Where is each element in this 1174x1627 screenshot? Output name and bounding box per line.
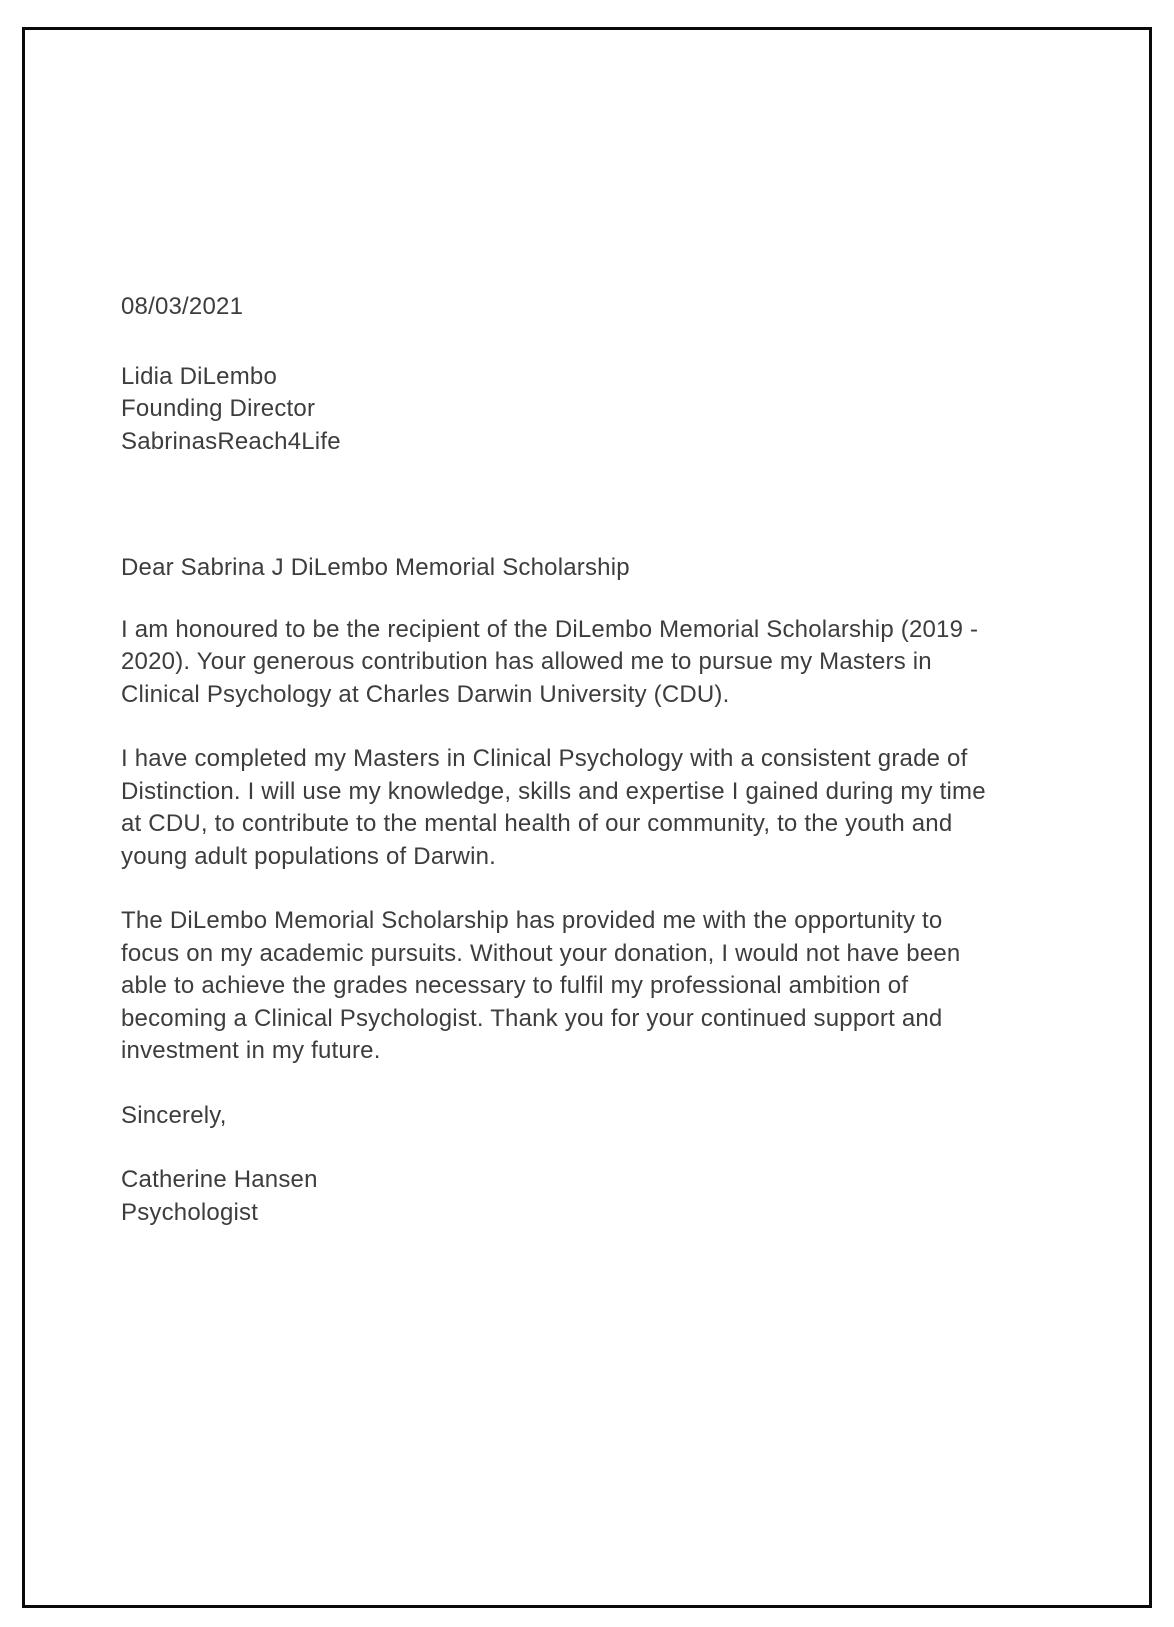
- text-line: I am honoured to be the recipient of the DiLembo Memorial Scholarship (2019 -: [121, 615, 979, 643]
- letter-content: [25, 30, 1149, 1229]
- text-line: The DiLembo Memorial Scholarship has provided me with the opportunity to: [121, 907, 943, 934]
- recipient-organization: SabrinasReach4Life: [121, 427, 341, 455]
- closing: Sincerely,: [121, 1101, 227, 1129]
- text-line: 2020). Your generous contribution has allowed me to pursue my Masters in: [121, 648, 932, 675]
- text-line: I have completed my Masters in Clinical Psychology with a consistent grade of: [121, 745, 968, 772]
- body-paragraph-3: [121, 905, 1051, 1068]
- body-paragraph-2: [121, 743, 1051, 873]
- text-line: becoming a Clinical Psychologist. Thank you for your continued support and: [121, 1004, 943, 1032]
- recipient-name: Lidia DiLembo: [121, 362, 278, 390]
- recipient-title: Founding Director: [121, 395, 316, 422]
- text-line: Distinction. I will use my knowledge, skills and expertise I gained during my time: [121, 777, 986, 805]
- letter-page: [22, 27, 1152, 1608]
- body-paragraph-1: [121, 614, 1051, 712]
- recipient-block: [121, 361, 1079, 459]
- text-line: focus on my academic pursuits. Without your donation, I would not have been: [121, 939, 961, 967]
- signature-block: [121, 1164, 1079, 1229]
- text-line: at CDU, to contribute to the mental health of our community, to the youth and: [121, 810, 953, 837]
- signature-name: Catherine Hansen: [121, 1166, 318, 1193]
- letter-date: 08/03/2021: [121, 293, 244, 320]
- text-line: investment in my future.: [121, 1037, 381, 1064]
- text-line: Clinical Psychology at Charles Darwin University (CDU).: [121, 680, 730, 708]
- salutation: Dear Sabrina J DiLembo Memorial Scholarship: [121, 554, 630, 581]
- text-line: able to achieve the grades necessary to fulfil my professional ambition of: [121, 972, 909, 999]
- text-line: young adult populations of Darwin.: [121, 842, 497, 870]
- signature-title: Psychologist: [121, 1198, 259, 1226]
